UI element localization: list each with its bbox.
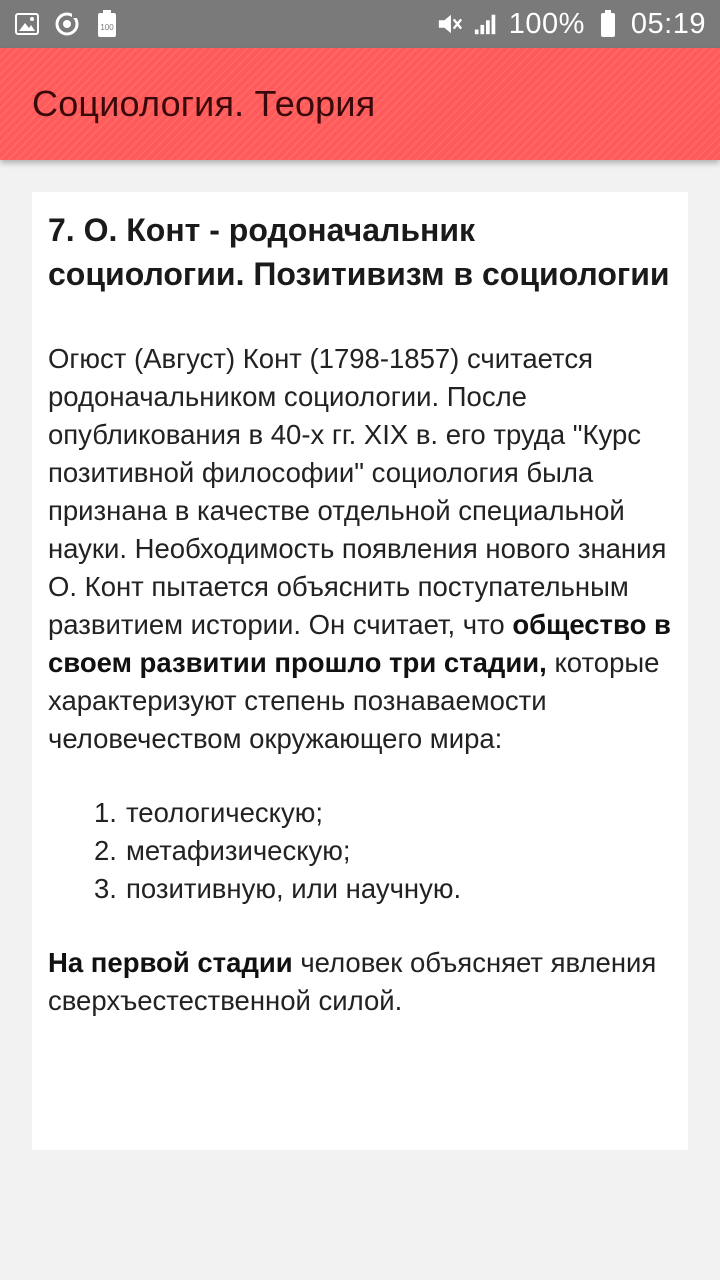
battery-icon — [595, 11, 621, 37]
battery-percent: 100% — [508, 7, 585, 40]
sync-icon — [54, 11, 80, 37]
intro-text-after: которые характеризуют степень познаваемости человечеством окружающего мира: — [48, 647, 660, 754]
mute-icon — [437, 11, 463, 37]
signal-icon — [473, 11, 499, 37]
list-item — [48, 870, 672, 908]
stages-list — [48, 794, 672, 908]
status-right-icons — [437, 8, 706, 41]
article-card[interactable] — [32, 192, 688, 1150]
list-item-text: метафизическую; — [126, 835, 351, 866]
first-stage-bold-text: На первой стадии — [48, 947, 293, 978]
clock: 05:19 — [630, 7, 706, 40]
image-icon — [14, 11, 40, 37]
intro-bold-text: общество в своем развитии прошло три стадии, — [48, 609, 671, 678]
list-item — [48, 794, 672, 832]
list-item-number: 3. — [94, 873, 117, 904]
intro-paragraph — [48, 340, 672, 758]
status-left-icons — [14, 11, 120, 37]
list-item-number: 1. — [94, 797, 117, 828]
article-title: 7. О. Конт - родоначальник социологии. Позитивизм в социологии — [48, 212, 670, 292]
app-bar — [0, 48, 720, 160]
battery-saver-text: 100 — [100, 23, 114, 32]
first-stage-text: человек объясняет явления сверхъестественной силой. — [48, 947, 657, 1016]
app-title: Социология. Теория — [32, 83, 376, 124]
intro-text-before: Огюст (Август) Конт (1798-1857) считается родоначальником социологии. После опубликования в 40-х гг. XIX в. его труда "Курс позитивной философии" социология была признана в качестве отдельной специальной науки. Необходимость появления нового знания О. Конт пытается объяснить поступательным развитием истории. Он считает, что — [48, 343, 667, 640]
list-item — [48, 832, 672, 870]
list-item-text: позитивную, или научную. — [126, 873, 462, 904]
list-item-text: теологическую; — [126, 797, 324, 828]
list-item-number: 2. — [94, 835, 117, 866]
battery-saver-icon — [94, 11, 120, 37]
status-bar — [0, 0, 720, 48]
first-stage-paragraph — [48, 944, 672, 1020]
